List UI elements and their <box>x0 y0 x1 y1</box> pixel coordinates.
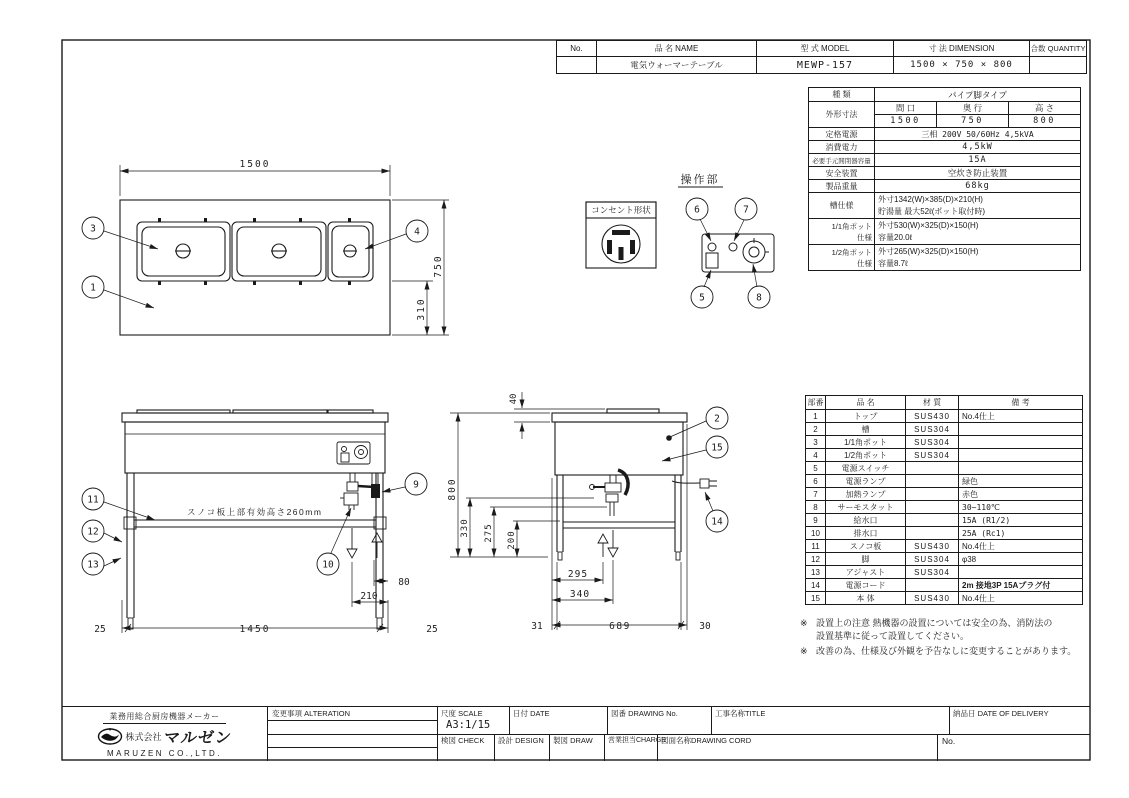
spec-pot12-line1: 外寸265(W)×325(D)×150(H) <box>878 246 979 256</box>
date-cell <box>510 707 608 734</box>
scale-value: A3:1/15 <box>446 719 491 731</box>
dim-front-left-margin: 25 <box>94 624 106 635</box>
spec-tank-label: 槽仕様 <box>809 193 875 218</box>
front-view <box>122 410 388 629</box>
quantity-value <box>1030 57 1086 73</box>
dim-side-330: 330 <box>460 518 470 538</box>
spec-pot12-label1: 1/2角ポット <box>831 247 872 257</box>
spec-weight-label: 製品重量 <box>809 180 875 192</box>
note2-line1: 改善の為、仕様及び外観を予告なしに変更することがあります。 <box>816 646 1077 656</box>
parts-row-2: 2 槽 SUS304 <box>806 422 1082 435</box>
svg-text:9: 9 <box>413 479 419 491</box>
svg-text:2: 2 <box>714 413 720 425</box>
spec-pot11-label1: 1/1角ポット <box>831 221 872 231</box>
balloon-4 <box>406 220 428 242</box>
svg-text:10: 10 <box>322 559 334 571</box>
parts-row-9: 9 給水口 15A (R1/2) <box>806 513 1082 526</box>
spec-consumption-value: 4,5kW <box>962 142 993 152</box>
spec-pot11-label2: 仕様 <box>857 232 872 242</box>
charge-label: 営業担当CHARGE <box>608 737 666 744</box>
dim-front-right-margin: 25 <box>426 624 438 635</box>
charge-cell <box>605 734 666 761</box>
front-control-panel <box>337 442 370 464</box>
spec-pot11-line1: 外寸530(W)×325(D)×150(H) <box>878 220 979 230</box>
parts-row-4: 4 1/2角ポット SUS304 <box>806 448 1082 461</box>
header-col-name: 品 名 NAME <box>597 41 757 57</box>
company-english-name: MARUZEN CO.,LTD. <box>107 748 222 758</box>
dim-side-275: 275 <box>484 523 494 543</box>
maker-tagline: 業務用総合厨房機器メーカー <box>103 711 225 724</box>
dim-plan-depth: 750 <box>433 254 444 278</box>
header-col-no: No. <box>557 41 597 57</box>
no-cell <box>938 734 1090 761</box>
parts-row-6: 6 電源ランプ 緑色 <box>806 474 1082 487</box>
spec-tank-line1: 外寸1342(W)×385(D)×210(H) <box>878 194 983 204</box>
note1-line2: 設置基準に従って設置してください。 <box>816 631 970 641</box>
balloon-10 <box>317 553 339 575</box>
delivery-label: 納品日 DATE OF DELIVERY <box>953 709 1049 718</box>
drawing-no-label: 図番 DRAWING No. <box>611 709 678 718</box>
spec-weight-value: 68kg <box>965 181 990 191</box>
drawing-name-cell <box>658 734 938 761</box>
svg-text:4: 4 <box>414 226 420 238</box>
company-prefix: 株式会社 <box>125 731 162 742</box>
parts-row-11: 11 スノコ板 SUS430 No.4仕上 <box>806 539 1082 552</box>
dim-side-689: 689 <box>609 621 631 632</box>
model-number: MEWP-157 <box>757 57 894 73</box>
outlet-label: コンセント形状 <box>591 205 651 215</box>
header-col-model: 型 式 MODEL <box>757 41 894 57</box>
note2-mark: ※ <box>800 646 808 656</box>
alteration-label: 変更事項 ALTERATION <box>272 709 351 718</box>
spec-consumption-label: 消費電力 <box>809 141 875 153</box>
dim-side-rim: 40 <box>509 393 519 405</box>
svg-text:8: 8 <box>756 292 762 304</box>
spec-depth-value: 750 <box>937 115 1009 127</box>
balloon-13 <box>82 553 104 575</box>
title-cell <box>712 707 950 734</box>
balloon-3 <box>82 217 104 239</box>
balloons <box>82 198 770 575</box>
spec-width-value: 1500 <box>875 115 937 127</box>
balloon-2 <box>706 407 728 429</box>
no-label: No. <box>942 736 956 746</box>
plan-view <box>120 200 390 335</box>
side-dimensions <box>447 392 711 632</box>
side-view <box>552 409 717 560</box>
spec-safety-value: 空炊き防止装置 <box>947 168 1008 178</box>
spec-power-label: 定格電源 <box>809 128 875 140</box>
balloon-11 <box>82 488 104 510</box>
svg-text:14: 14 <box>711 516 723 528</box>
front-dimensions <box>94 560 437 635</box>
note1-mark: ※ <box>800 618 808 628</box>
side-plumbing <box>590 470 629 516</box>
scale-label: 尺度 SCALE <box>441 709 483 718</box>
spec-pot11-line2: 容量20.0ℓ <box>878 232 913 242</box>
svg-text:11: 11 <box>87 494 99 506</box>
spec-width-label: 間 口 <box>875 102 937 114</box>
spec-height-value: 800 <box>1033 116 1056 126</box>
dim-side-295: 295 <box>567 569 589 580</box>
company-logotype: マルゼン <box>162 729 233 747</box>
parts-row-12: 12 脚 SUS304 φ38 <box>806 552 1082 565</box>
spec-power-value: 三相 200V 50/60Hz 4,5kVA <box>921 129 1034 139</box>
dim-side-31: 31 <box>531 621 543 632</box>
spec-pot12-line2: 容量8.7ℓ <box>878 258 908 268</box>
balloon-12 <box>82 520 104 542</box>
check-label: 検図 CHECK <box>441 736 485 745</box>
check-cell <box>438 734 495 761</box>
plug-blades <box>607 230 635 260</box>
svg-text:12: 12 <box>87 526 99 538</box>
spec-breaker-value: 15A <box>968 155 987 165</box>
dim-plan-offset: 310 <box>416 297 427 321</box>
svg-text:7: 7 <box>743 204 749 216</box>
parts-row-15: 15 本 体 SUS430 No.4仕上 <box>806 591 1082 604</box>
parts-row-8: 8 サーモスタット 30~110℃ <box>806 500 1082 513</box>
dim-front-span: 1450 <box>239 624 271 635</box>
drain-supply-arrows <box>347 528 382 558</box>
operation-panel-diagram <box>678 172 774 272</box>
svg-text:15: 15 <box>711 442 723 454</box>
parts-row-5: 5 電源スイッチ <box>806 461 1082 474</box>
draw-cell <box>550 734 605 761</box>
header-col-dimension: 寸 法 DIMENSION <box>894 41 1030 57</box>
parts-row-10: 10 排水口 25A (Rc1) <box>806 526 1082 539</box>
parts-row-1: 1 トップ SUS430 No.4仕上 <box>806 409 1082 422</box>
design-label: 設計 DESIGN <box>498 736 544 745</box>
spec-type-value: パイプ脚タイプ <box>948 89 1007 100</box>
dim-side-200: 200 <box>507 530 517 550</box>
spec-height-label: 高 さ <box>1034 103 1055 113</box>
dim-plan-width: 1500 <box>239 159 271 170</box>
svg-text:5: 5 <box>699 292 705 304</box>
header-col-quantity: 合数 QUANTITY <box>1030 41 1086 57</box>
svg-text:3: 3 <box>90 223 96 235</box>
title-label: 工事名称TITLE <box>715 709 766 718</box>
drawing-name-label: 図面名称DRAWING CORD <box>661 736 752 745</box>
title-block <box>62 706 1090 760</box>
product-name: 電気ウォーマーテーブル <box>597 57 757 73</box>
balloon-7 <box>735 198 757 220</box>
svg-text:6: 6 <box>694 204 700 216</box>
slat-board-note: スノコ板上部有効高さ260mm <box>187 507 323 517</box>
dim-side-30: 30 <box>699 621 711 632</box>
operation-panel-label: 操作部 <box>680 174 720 186</box>
parts-row-14: 14 電源コード 2m 接地3P 15Aプラグ付 <box>806 578 1082 591</box>
balloon-15 <box>706 436 728 458</box>
balloon-5 <box>691 286 713 308</box>
spec-pot12-label2: 仕様 <box>857 258 872 268</box>
parts-row-3: 3 1/1角ポット SUS304 <box>806 435 1082 448</box>
parts-row-13: 13 アジャスト SUS304 <box>806 565 1082 578</box>
maker-block <box>62 707 268 761</box>
balloon-1 <box>82 276 104 298</box>
scale-cell <box>438 707 510 734</box>
maruzen-logo-icon <box>97 727 123 745</box>
dim-front-supply-offset: 80 <box>398 577 410 588</box>
parts-row-7: 7 加熱ランプ 赤色 <box>806 487 1082 500</box>
footnotes <box>800 617 1090 658</box>
spec-table <box>808 87 1081 271</box>
delivery-cell <box>950 707 1090 734</box>
svg-text:13: 13 <box>87 559 99 571</box>
alteration-block <box>268 707 438 761</box>
spec-type-label: 種 類 <box>809 88 875 101</box>
header-table <box>556 40 1087 74</box>
balloon-8 <box>748 286 770 308</box>
dim-side-340: 340 <box>569 589 591 600</box>
front-plumbing <box>340 473 380 510</box>
power-cord <box>672 479 717 488</box>
draw-label: 製図 DRAW <box>553 736 593 745</box>
dim-side-height: 800 <box>447 477 458 501</box>
spec-safety-label: 安全装置 <box>809 167 875 179</box>
balloon-14 <box>706 510 728 532</box>
spec-tank-line2: 貯湯量 最大52ℓ(ポット取付時) <box>878 206 986 216</box>
spec-outer-dim-label: 外形寸法 <box>809 102 875 127</box>
side-flow-arrows <box>598 530 618 557</box>
parts-header-row: 部番 品 名 材 質 備 考 <box>807 398 1030 407</box>
design-cell <box>495 734 550 761</box>
parts-table <box>805 395 1083 605</box>
spec-breaker-label: 必要手元開閉器容量 <box>809 154 875 166</box>
balloon-6 <box>686 198 708 220</box>
date-label: 日付 DATE <box>513 709 550 718</box>
spec-depth-label: 奥 行 <box>937 102 1009 114</box>
dim-front-drain-offset: 210 <box>360 591 378 602</box>
note1-line1: 設置上の注意 熱機器の設置については安全の為、消防法の <box>816 618 1053 628</box>
overall-dimension: 1500 × 750 × 800 <box>894 57 1030 73</box>
header-no-value <box>557 57 597 73</box>
svg-text:1: 1 <box>90 282 96 294</box>
drawing-no-cell <box>608 707 712 734</box>
outlet-diagram <box>586 202 656 268</box>
balloon-9 <box>405 473 427 495</box>
